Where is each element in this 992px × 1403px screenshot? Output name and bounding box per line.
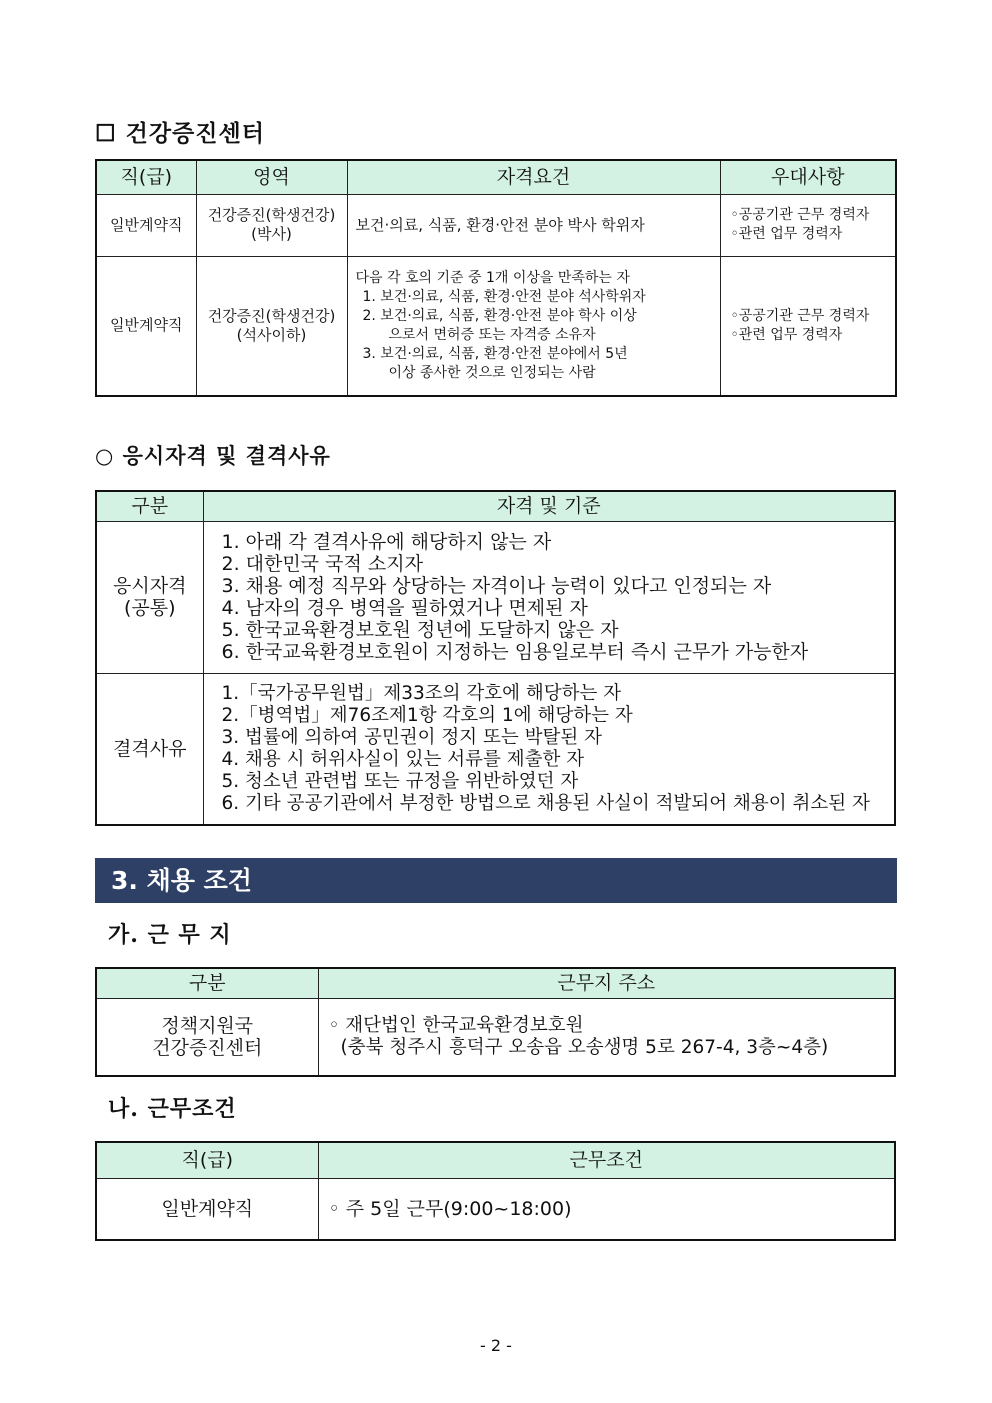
col-header-area: 영역 [196, 160, 347, 194]
requirement-line: 3. 보건·의료, 식품, 환경·안전 분야에서 5년 [362, 345, 628, 362]
department-cell [96, 998, 318, 1076]
requirement-line: 으로서 면허증 또는 자격증 소유자 [388, 326, 596, 343]
table-row [96, 521, 895, 673]
condition-cell: ◦ 주 5일 근무(9:00~18:00) [318, 1178, 895, 1240]
list-item: 4. 남자의 경우 병역을 필하였거나 면제된 자 [221, 597, 588, 619]
department-line: 건강증진센터 [152, 1036, 263, 1059]
col-header-grade: 직(급) [96, 160, 196, 194]
page-number: - 2 - [480, 1336, 512, 1355]
col-header-criteria: 자격 및 기준 [203, 491, 895, 521]
list-item: 1. 아래 각 결격사유에 해당하지 않는 자 [221, 531, 552, 553]
list-item: 6. 한국교육환경보호원이 지정하는 임용일로부터 즉시 근무가 가능한자 [221, 641, 809, 663]
area-line: (박사) [251, 225, 292, 243]
eligibility-table [95, 490, 896, 826]
disqualification-label-cell [96, 673, 203, 825]
disqualification-items-cell [203, 673, 895, 825]
preference-line: ◦공공기관 근무 경력자 [730, 207, 870, 223]
address-cell [318, 998, 895, 1076]
preference-line: ◦관련 업무 경력자 [730, 226, 843, 242]
list-item: 5. 청소년 관련법 또는 규정을 위반하였던 자 [221, 770, 579, 792]
table-row [96, 1178, 895, 1240]
table-row [96, 998, 895, 1076]
label-line: (공통) [123, 597, 176, 619]
grade-cell: 일반계약직 [96, 256, 196, 396]
list-item: 2. 대한민국 국적 소지자 [221, 553, 423, 575]
address-line: ◦ 재단법인 한국교육환경보호원 [328, 1014, 584, 1036]
preferences-cell [720, 256, 896, 396]
grade-cell: 일반계약직 [96, 1178, 318, 1240]
col-header-category: 구분 [96, 968, 318, 998]
col-header-requirements: 자격요건 [347, 160, 720, 194]
list-item: 3. 채용 예정 직무와 상당하는 자격이나 능력이 있다고 인정되는 자 [221, 575, 772, 597]
area-line: 건강증진(학생건강) [207, 306, 336, 325]
list-item: 3. 법률에 의하여 공민권이 정지 또는 박탈된 자 [221, 726, 602, 748]
eligibility-label-cell [96, 521, 203, 673]
workplace-table [95, 967, 896, 1077]
col-header-grade: 직(급) [96, 1142, 318, 1178]
list-item: 2.「병역법」제76조제1항 각호의 1에 해당하는 자 [221, 704, 633, 726]
table-row [96, 673, 895, 825]
label-line: 결격사유 [113, 737, 187, 760]
preference-line: ◦관련 업무 경력자 [730, 326, 843, 343]
requirement-line: 이상 종사한 것으로 인정되는 사람 [388, 364, 596, 381]
table-row [96, 194, 896, 256]
requirement-line: 보건·의료, 식품, 환경·안전 분야 박사 학위자 [355, 215, 645, 234]
department-line: 정책지원국 [161, 1014, 254, 1037]
requirements-cell [347, 194, 720, 256]
preferences-cell [720, 194, 896, 256]
list-item: 6. 기타 공공기관에서 부정한 방법으로 채용된 사실이 적발되어 채용이 취소된 자 [221, 792, 870, 814]
preference-line: ◦공공기관 근무 경력자 [730, 307, 870, 324]
grade-cell: 일반계약직 [96, 194, 196, 256]
subheading-work-conditions: 나. 근무조건 [108, 1096, 237, 1122]
area-cell [196, 256, 347, 396]
section-heading-eligibility: ○ 응시자격 및 결격사유 [95, 443, 331, 468]
col-header-address: 근무지 주소 [318, 968, 895, 998]
col-header-category: 구분 [96, 491, 203, 521]
health-center-table [95, 159, 897, 397]
eligibility-items-cell [203, 521, 895, 673]
work-conditions-table [95, 1141, 896, 1241]
label-line: 응시자격 [113, 575, 187, 597]
list-item: 5. 한국교육환경보호원 정년에 도달하지 않은 자 [221, 619, 619, 641]
col-header-conditions: 근무조건 [318, 1142, 895, 1178]
list-item: 4. 채용 시 허위사실이 있는 서류를 제출한 자 [221, 748, 585, 770]
list-item: 1.「국가공무원법」제33조의 각호에 해당하는 자 [221, 682, 622, 704]
area-line: (석사이하) [236, 325, 307, 344]
subheading-workplace: 가. 근 무 지 [108, 922, 232, 948]
area-line: 건강증진(학생건강) [207, 206, 336, 224]
requirement-line: 2. 보건·의료, 식품, 환경·안전 분야 학사 이상 [362, 307, 637, 324]
area-cell [196, 194, 347, 256]
col-header-preferences: 우대사항 [720, 160, 896, 194]
table-row [96, 256, 896, 396]
requirement-line: 다음 각 호의 기준 중 1개 이상을 만족하는 자 [355, 269, 630, 286]
section-banner-hiring-conditions: 3. 채용 조건 [95, 858, 897, 903]
section-heading-health-center: ☐ 건강증진센터 [95, 120, 265, 147]
requirement-line: 1. 보건·의료, 식품, 환경·안전 분야 석사학위자 [362, 288, 646, 305]
requirements-cell [347, 256, 720, 396]
address-line: (충북 청주시 흥덕구 오송읍 오송생명 5로 267-4, 3층~4층) [340, 1036, 829, 1058]
